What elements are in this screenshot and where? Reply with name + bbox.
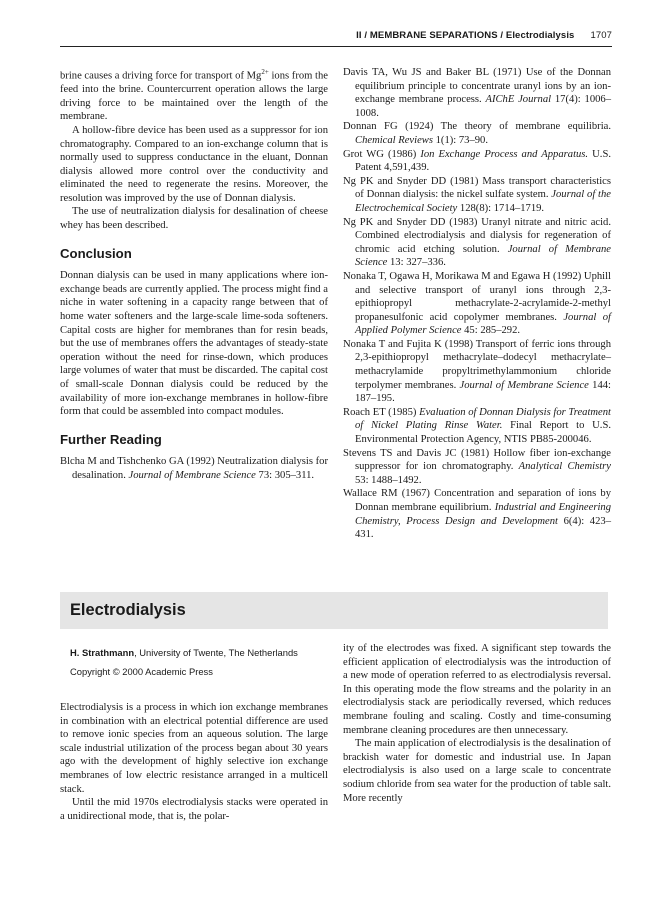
reference-entry: Stevens TS and Davis JC (1981) Hollow fiber ion-exchange suppressor for ion chromatography. Analytical Chemistry 53: 1488–1492. (343, 447, 611, 486)
header-rule (60, 46, 612, 47)
further-reading-list (60, 455, 328, 482)
author-affiliation: , University of Twente, The Netherlands (134, 647, 298, 658)
article-right-column (343, 642, 611, 805)
running-head-title: II / MEMBRANE SEPARATIONS / Electrodialysis (356, 30, 575, 41)
reference-entry: Wallace RM (1967) Concentration and separation of ions by Donnan membrane equilibrium. Industrial and Engineering Chemistry, Process Design and Development 6(4): 423–431. (343, 488, 611, 541)
reference-entry: Blcha M and Tishchenko GA (1992) Neutralization dialysis for desalination. Journal of Membrane Science 73: 305–311. (60, 456, 328, 481)
running-head (356, 30, 612, 41)
paragraph-brine: brine causes a driving force for transport of $Mg^{2+}$ ions from the feed into the brine. Countercurrent operation allows the large driving force to be maintained over the length of the membrane. (60, 68, 329, 123)
left-column (60, 66, 328, 483)
article-left-column (60, 701, 328, 823)
further-reading-heading: Further Reading (60, 431, 162, 447)
reference-entry: Ng PK and Snyder DD (1981) Mass transport characteristics of Donnan dialysis: the nickel sulfate system. Journal of the Electrochemical Society 128(8): 1714–1719. (343, 175, 611, 214)
article-paragraph-3: The main application of electrodialysis is the desalination of brackish water for domestic and industrial use. In Japan electrodialysis is also used on a large scale to concentrate sodium chloride from sea water for the production of table salt. More recently (343, 738, 611, 804)
article-paragraph-2-continued: ity of the electrodes was fixed. A significant step towards the efficient application of electrodialysis was the introduction of a new mode of operation referred to as electrodialysis reversal. In this operating mode the flow streams and the polarity in an electrodialysis stack are periodically reversed, which reduces membrane fouling and scaling. Costly and time-consuming membrane cleaning procedures are then unnecessary. (343, 643, 611, 736)
reference-entry: Davis TA, Wu JS and Baker BL (1971) Use of the Donnan equilibrium principle to concentrate uranyl ions by an ion-exchange membrane process. AIChE Journal 17(4): 1006–1008. (343, 67, 612, 119)
byline (70, 643, 298, 681)
paragraph-neutralization: The use of neutralization dialysis for desalination of cheese whey has been described. (60, 206, 328, 232)
reference-list (343, 66, 611, 542)
reference-entry: Nonaka T and Fujita K (1998) Transport of ferric ions through 2,3-epithiopropyl methacrylate–dodecyl methacrylate–methacrylamide propyltrimethylammonium chloride terpolymer membranes. Journal of Membrane Science 144: 187–195. (343, 338, 611, 405)
reference-entry: Grot WG (1986) Ion Exchange Process and Apparatus. U.S. Patent 4,591,439. (343, 148, 611, 174)
article-title-band (60, 592, 608, 629)
reference-entry: Donnan FG (1924) The theory of membrane equilibria. Chemical Reviews 1(1): 73–90. (343, 121, 611, 146)
conclusion-heading: Conclusion (60, 245, 132, 261)
page-number: 1707 (590, 30, 612, 41)
author-line (70, 643, 298, 662)
reference-entry: Roach ET (1985) Evaluation of Donnan Dialysis for Treatment of Nickel Plating Rinse Water. Final Report to U.S. Environmental Protection Agency, NTIS PB85-200046. (343, 406, 611, 446)
reference-entry: Nonaka T, Ogawa H, Morikawa M and Egawa H (1992) Uphill and selective transport of uranyl ions through 2,3-epithiopropyl methacrylate-2-acrylamide-2-methyl propanesulfonic acid copolymer membranes. Journal of Applied Polymer Science 45: 285–292. (343, 270, 611, 337)
article-title: Electrodialysis (70, 601, 186, 619)
references-column (343, 66, 611, 542)
author-name: H. Strathmann (70, 647, 135, 658)
article-paragraph-1: Electrodialysis is a process in which ion exchange membranes in combination with an electrical potential difference are used to remove ionic species from an aqueous solution. The large scale industrial utilization of the process began about 30 years ago with the development of highly selective ion exchange membranes of low electric resistance arranged in a multicell stack. (60, 702, 328, 795)
article-paragraph-2: Until the mid 1970s electrodialysis stacks were operated in a unidirectional mode, that is, the polar- (60, 797, 328, 822)
conclusion-text: Donnan dialysis can be used in many applications where ion-exchange beads are currently applied. The process might find a niche in water softening in a capacity range between that of home water softeners and the large-scale lime-soda softeners. Capital costs are higher for membranes than for resin beads, but the use of membranes offers the advantages of steady-state operation without the need for rinse-down, which produces large volumes of water that must be discarded. The capital cost of small-scale Donnan dialysis could be reduced by the availability of more ion-exchange membranes in hollow-fibre form that could be assembled into compact modules. (60, 270, 328, 418)
copyright-line: Copyright © 2000 Academic Press (70, 666, 213, 677)
reference-entry: Ng PK and Snyder DD (1983) Uranyl nitrate and nitric acid. Combined electrodialysis and dialysis for regeneration of chromic acid etching solution. Journal of Membrane Science 13: 327–336. (343, 216, 611, 269)
paragraph-hollow-fibre: A hollow-fibre device has been used as a suppressor for ion chromatography. Compared to an ion-exchange column that is normally used to suppress conductance in the eluant, Donnan dialysis allowed more control over the conductivity and eliminated the need to regenerate the resins. Moreover, the resolution was improved by the use of Donnan dialysis. (60, 124, 328, 204)
